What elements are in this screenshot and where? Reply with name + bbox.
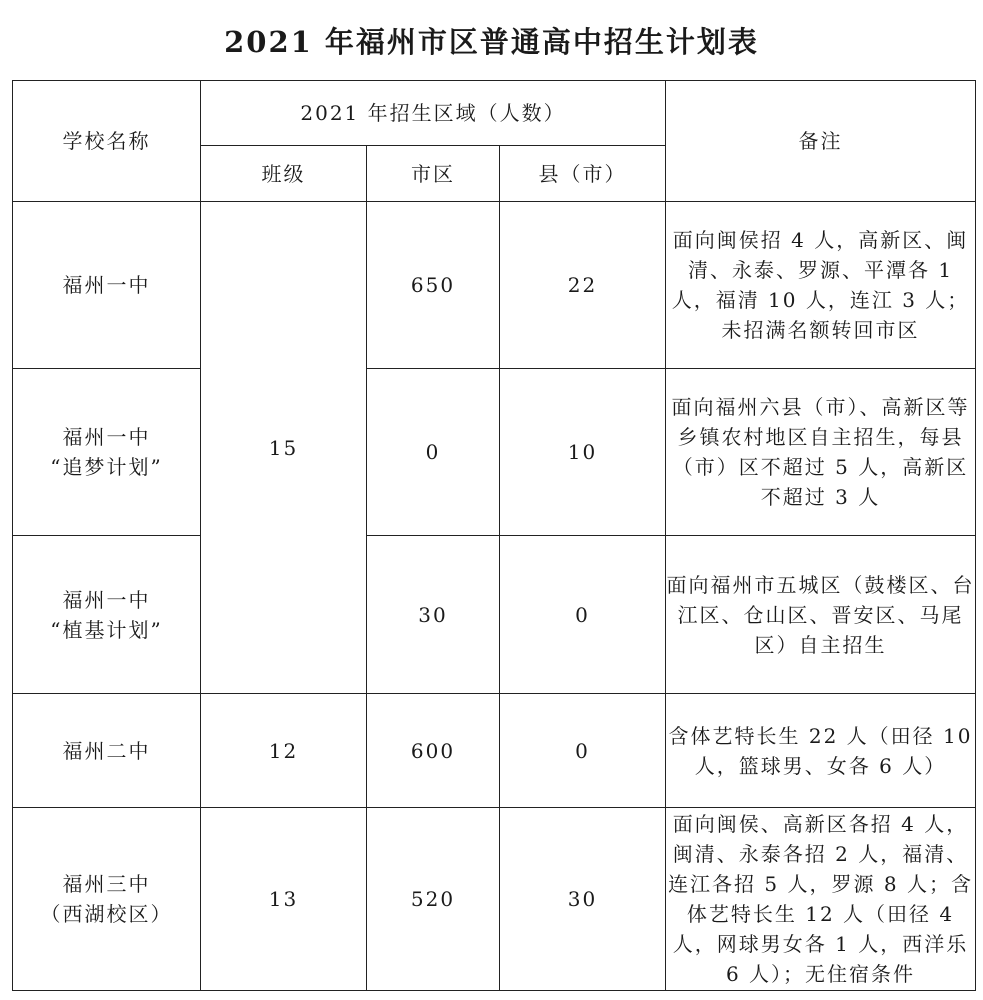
classes-cell: 13: [201, 808, 367, 991]
school-name: [13, 202, 201, 369]
school-name-line: （西湖校区）: [40, 902, 173, 926]
header-region-group: 2021 年招生区域（人数）: [201, 81, 666, 146]
county-cell: 30: [500, 808, 666, 991]
school-name-line: 福州一中: [62, 587, 151, 612]
table-row: [13, 808, 976, 991]
header-classes: 班级: [201, 146, 367, 202]
classes-cell: 12: [201, 694, 367, 808]
header-remarks: 备注: [666, 81, 976, 202]
school-name-line: “追梦计划”: [50, 455, 163, 479]
remarks-cell: 面向福州市五城区（鼓楼区、台江区、仓山区、晋安区、马尾区）自主招生: [666, 536, 976, 694]
school-name-line: 福州一中: [62, 273, 151, 297]
remarks-cell: 面向闽侯、高新区各招 4 人，闽清、永泰各招 2 人，福清、连江各招 5 人，罗源 8 人；含体艺特长生 12 人（田径 4 人，网球男女各 1 人，西洋乐 6 人）；无住宿条件: [666, 808, 976, 991]
table-row: [13, 694, 976, 808]
city-cell: 520: [367, 808, 500, 991]
remarks-cell: 含体艺特长生 22 人（田径 10 人，篮球男、女各 6 人）: [666, 694, 976, 808]
table-row: [13, 202, 976, 369]
header-county: 县（市）: [500, 146, 666, 202]
enrollment-plan-table: [12, 80, 976, 991]
county-cell: 0: [500, 694, 666, 808]
remarks-cell: 面向福州六县（市）、高新区等乡镇农村地区自主招生，每县（市）区不超过 5 人，高新区不超过 3 人: [666, 369, 976, 536]
header-city: 市区: [367, 146, 500, 202]
school-name-line: 福州三中: [62, 872, 151, 896]
header-row-1: [13, 81, 976, 146]
school-name-line: “植基计划”: [50, 617, 163, 642]
table-row: [13, 369, 976, 536]
city-cell: 30: [367, 536, 500, 694]
county-cell: 0: [500, 536, 666, 694]
school-name-line: 福州一中: [62, 425, 151, 449]
city-cell: 600: [367, 694, 500, 808]
table-row: [13, 536, 976, 694]
remarks-cell: 面向闽侯招 4 人，高新区、闽清、永泰、罗源、平潭各 1 人，福清 10 人，连江 3 人；未招满名额转回市区: [666, 202, 976, 369]
school-name: [13, 536, 201, 694]
school-name: [13, 808, 201, 991]
page-title: 2021 年福州市区普通高中招生计划表: [224, 25, 759, 59]
city-cell: 0: [367, 369, 500, 536]
county-cell: 10: [500, 369, 666, 536]
school-name: [13, 369, 201, 536]
header-school: 学校名称: [13, 81, 201, 202]
classes-cell: 15: [201, 202, 367, 694]
school-name: [13, 694, 201, 808]
school-name-line: 福州二中: [62, 738, 151, 763]
county-cell: 22: [500, 202, 666, 369]
city-cell: 650: [367, 202, 500, 369]
